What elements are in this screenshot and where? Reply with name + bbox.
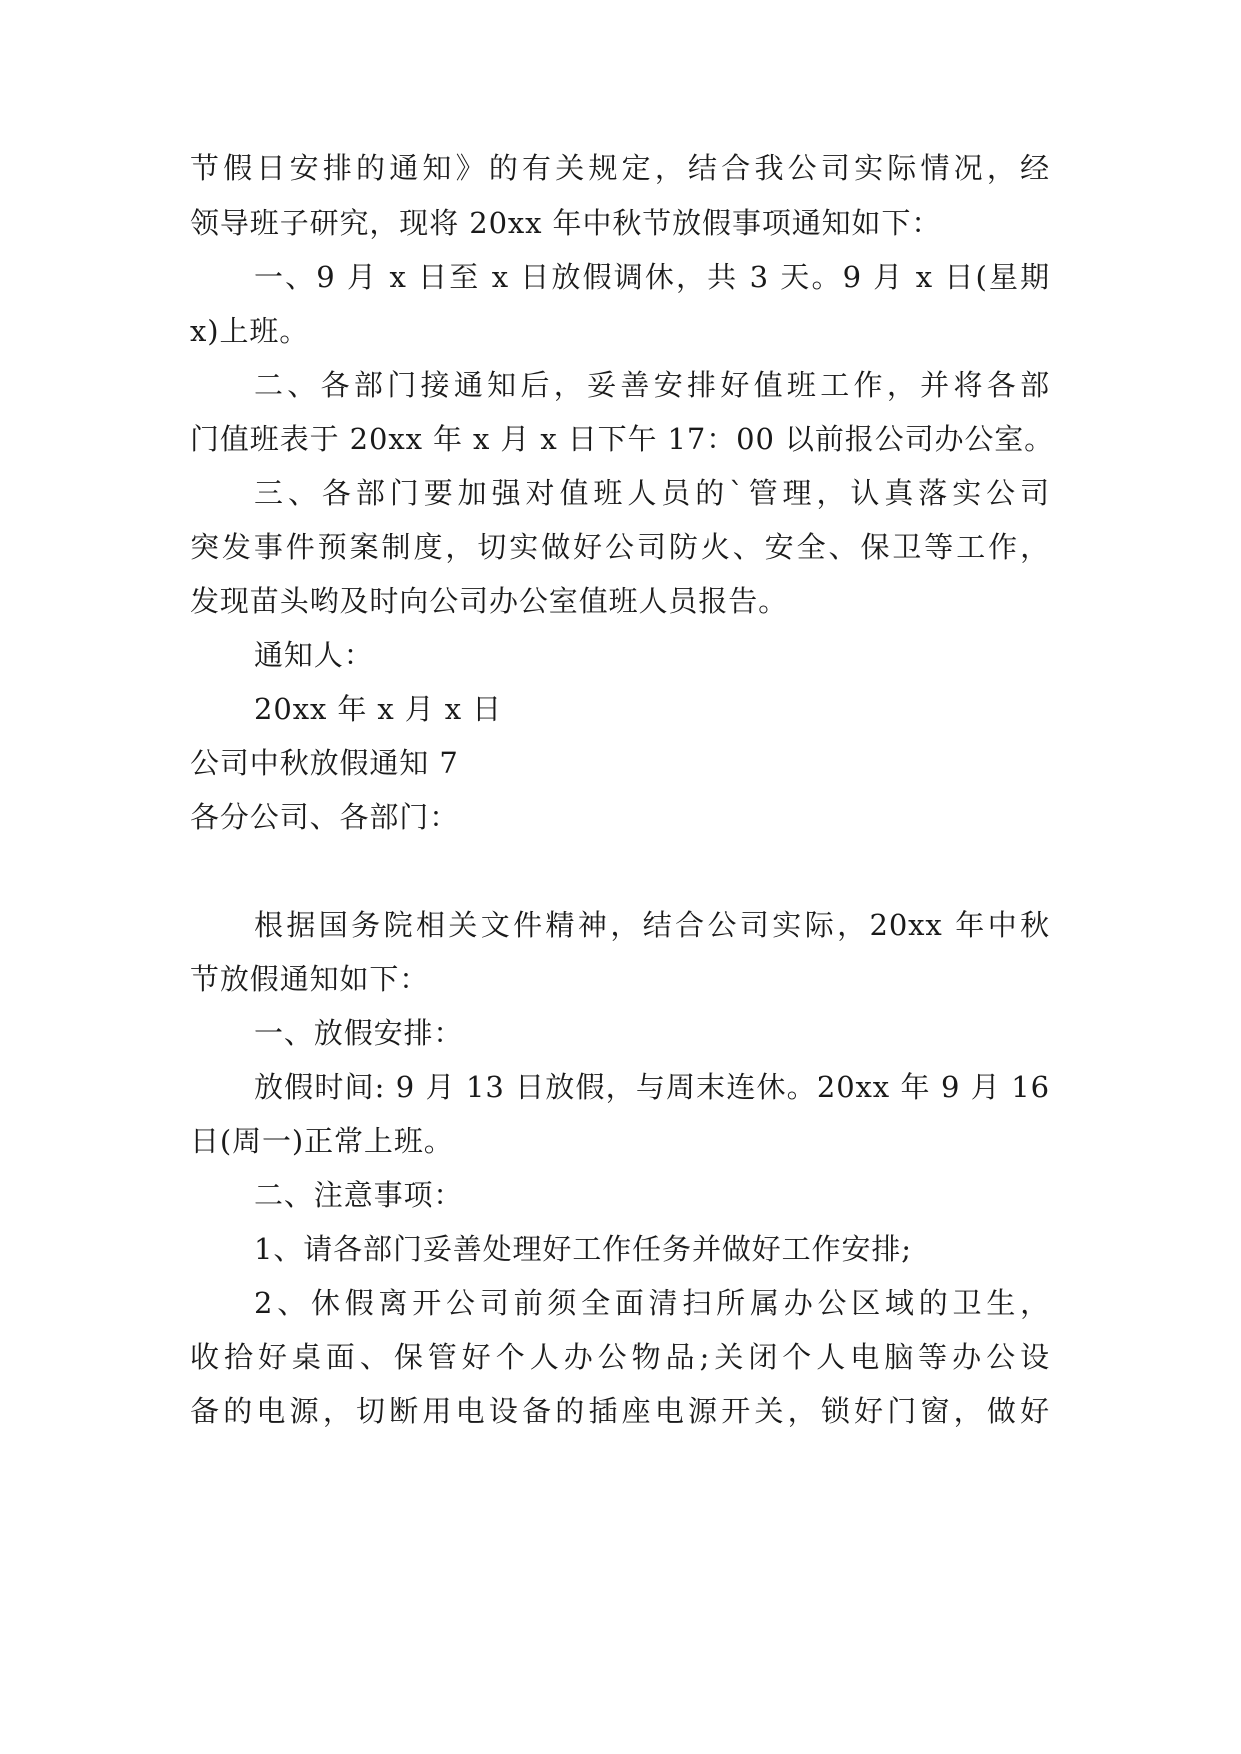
note-two-line-3: 备的电源，切断用电设备的插座电源开关，锁好门窗，做好: [190, 1394, 1050, 1428]
intro-line-2: 节放假通知如下：: [190, 962, 430, 996]
note-two-line-1: 2、休假离开公司前须全面清扫所属办公区域的卫生，: [254, 1286, 1050, 1320]
item-one-line-2: x)上班。: [190, 314, 310, 348]
salutation: 各分公司、各部门：: [190, 800, 460, 834]
notice-date: 20xx 年 x 月 x 日: [254, 692, 503, 726]
notes-heading: 二、注意事项：: [254, 1178, 464, 1212]
item-three-line-3: 发现苗头哟及时向公司办公室值班人员报告。: [190, 584, 789, 618]
holiday-time-line-1: 放假时间: 9 月 13 日放假，与周末连休。20xx 年 9 月 16: [254, 1070, 1050, 1104]
item-three-line-2: 突发事件预案制度，切实做好公司防火、安全、保卫等工作，: [190, 530, 1050, 564]
item-two-line-2: 门值班表于 20xx 年 x 月 x 日下午 17：00 以前报公司办公室。: [190, 422, 1055, 456]
holiday-time-line-2: 日(周一)正常上班。: [190, 1124, 454, 1158]
note-one: 1、请各部门妥善处理好工作任务并做好工作安排;: [254, 1232, 912, 1266]
paragraph-line-1: 节假日安排的通知》的有关规定，结合我公司实际情况，经: [190, 151, 1050, 185]
holiday-arrangement-heading: 一、放假安排：: [254, 1016, 464, 1050]
paragraph-line-2: 领导班子研究，现将 20xx 年中秋节放假事项通知如下：: [190, 206, 942, 240]
item-three-line-1: 三、各部门要加强对值班人员的`管理，认真落实公司: [254, 476, 1050, 510]
intro-line-1: 根据国务院相关文件精神，结合公司实际，20xx 年中秋: [254, 908, 1050, 942]
item-two-line-1: 二、各部门接通知后，妥善安排好值班工作，并将各部: [254, 368, 1050, 402]
section-title: 公司中秋放假通知 7: [190, 746, 459, 780]
note-two-line-2: 收拾好桌面、保管好个人办公物品;关闭个人电脑等办公设: [190, 1340, 1050, 1374]
notifier-label: 通知人：: [254, 638, 374, 672]
item-one-line-1: 一、9 月 x 日至 x 日放假调休，共 3 天。9 月 x 日(星期: [254, 260, 1050, 294]
